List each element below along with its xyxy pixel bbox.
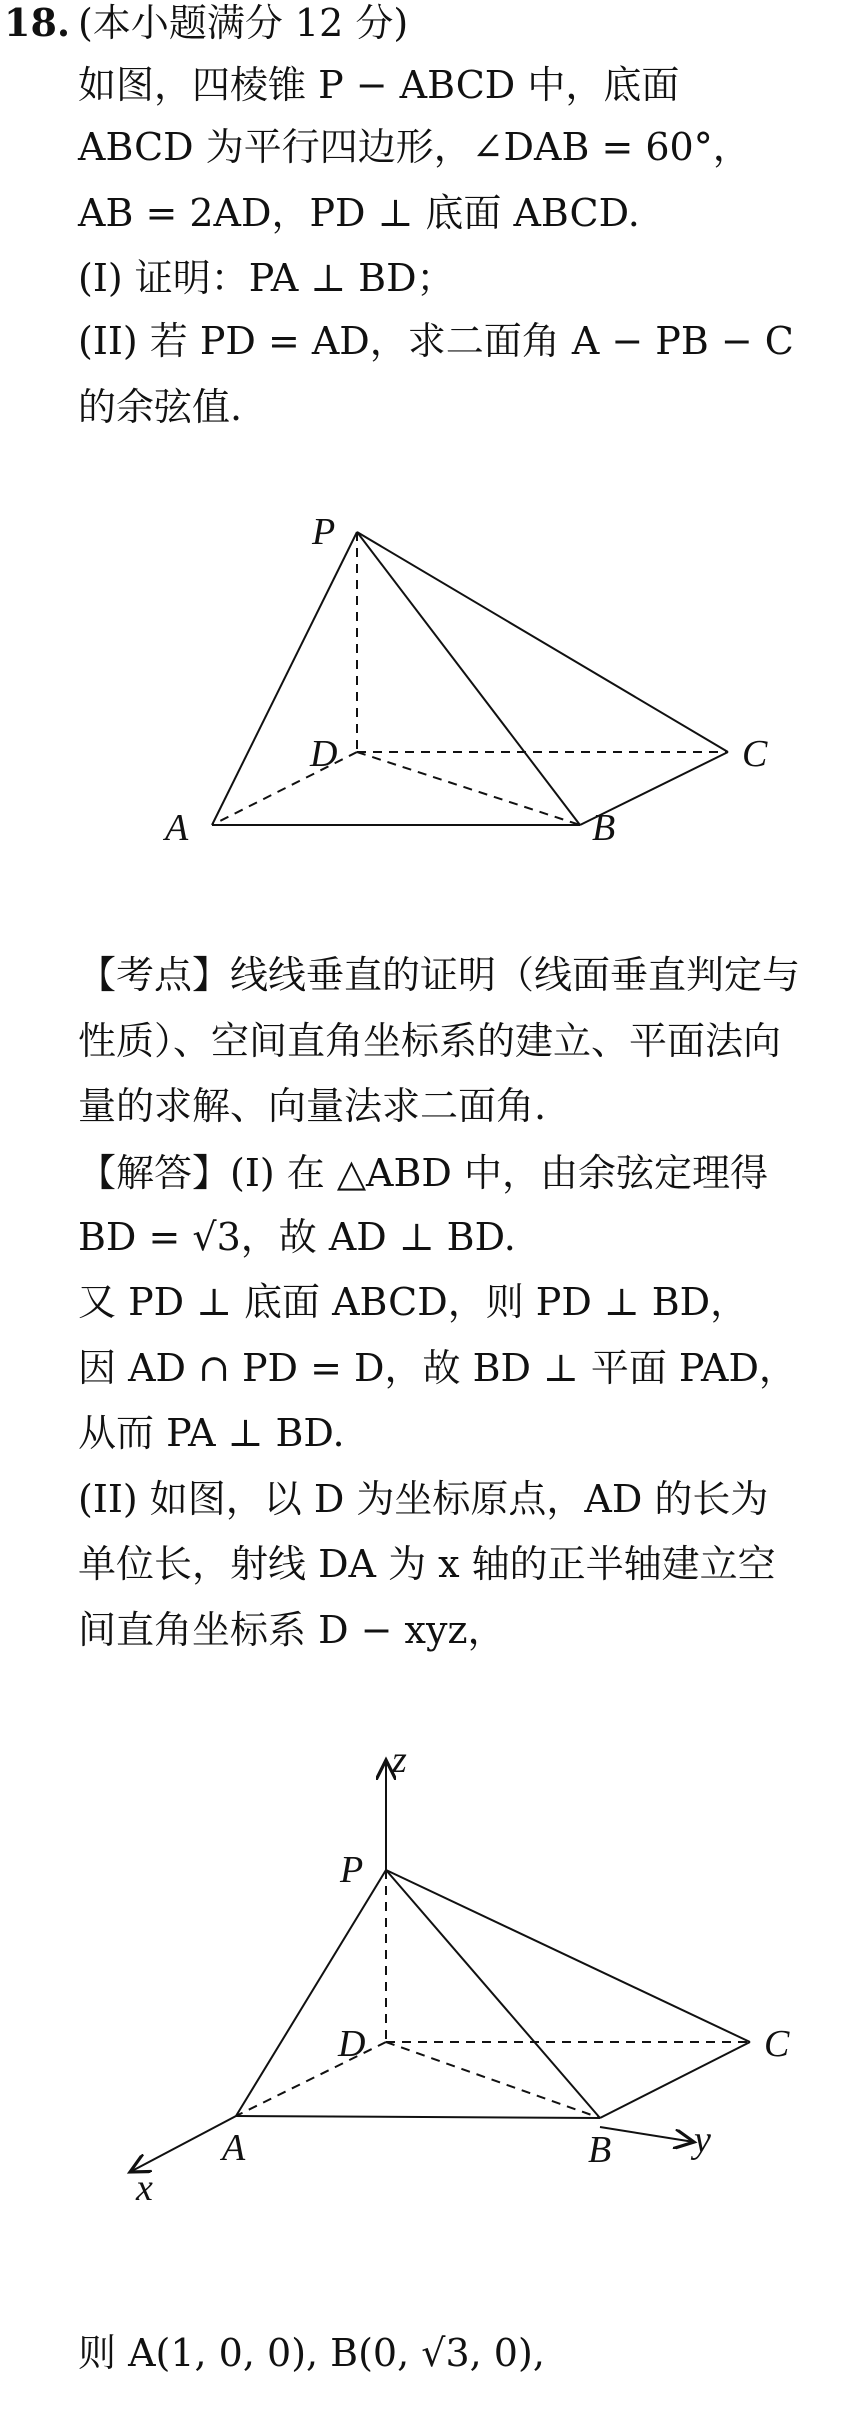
label-A: A: [165, 807, 189, 849]
solution-line-1: 【考点】线线垂直的证明（线面垂直判定与: [78, 953, 801, 997]
edge-PC: [357, 532, 728, 752]
label2-D: D: [338, 2023, 366, 2065]
solution-line-9: (II) 如图，以 D 为坐标原点，AD 的长为: [78, 1477, 769, 1521]
label2-P: P: [340, 1849, 364, 1891]
solution-line-2: 性质）、空间直角坐标系的建立、平面法向: [78, 1019, 782, 1063]
label-B: B: [592, 807, 616, 849]
solution-line-10: 单位长，射线 DA 为 x 轴的正半轴建立空: [78, 1542, 776, 1586]
label-D: D: [310, 733, 338, 775]
label2-x: x: [136, 2167, 153, 2209]
problem-line-1: 如图，四棱锥 P − ABCD 中，底面: [78, 63, 680, 107]
problem-line-3: AB = 2AD，PD ⊥ 底面 ABCD.: [78, 191, 640, 235]
axis-y: [600, 2127, 694, 2142]
edge-DB: [357, 752, 580, 825]
axis-x: [130, 2116, 236, 2172]
problem-line-2: ABCD 为平行四边形，∠DAB = 60°，: [78, 125, 751, 169]
label2-z: z: [392, 1739, 407, 1781]
label-C: C: [742, 733, 768, 775]
label2-C: C: [764, 2023, 790, 2065]
solution-line-7: 因 AD ∩ PD = D，故 BD ⊥ 平面 PAD，: [78, 1346, 797, 1390]
solution-line-6: 又 PD ⊥ 底面 ABCD，则 PD ⊥ BD，: [78, 1280, 749, 1324]
label2-y: y: [694, 2119, 711, 2161]
label2-B: B: [588, 2129, 612, 2171]
problem-line-6: 的余弦值.: [78, 385, 243, 429]
score-note: (本小题满分 12 分): [78, 1, 409, 45]
edge2-AB: [236, 2116, 600, 2118]
edge-PA: [212, 532, 357, 825]
solution-line-4: 【解答】(I) 在 △ABD 中，由余弦定理得: [78, 1151, 768, 1195]
label-P: P: [312, 511, 336, 553]
solution-line-3: 量的求解、向量法求二面角.: [78, 1084, 547, 1128]
pyramid-figure-1: [0, 500, 864, 900]
edge2-PC: [386, 1870, 750, 2042]
problem-number: 18.: [4, 0, 71, 45]
problem-line-4: (I) 证明：PA ⊥ BD；: [78, 256, 455, 300]
edge2-BC: [600, 2042, 750, 2118]
problem-line-5: (II) 若 PD = AD，求二面角 A − PB − C: [78, 319, 794, 363]
label2-A: A: [222, 2127, 246, 2169]
edge-PB: [357, 532, 580, 825]
solution-line-5: BD = √3，故 AD ⊥ BD.: [78, 1215, 516, 1259]
final-line: 则 A(1, 0, 0), B(0, √3, 0),: [78, 2331, 545, 2375]
solution-line-11: 间直角坐标系 D − xyz，: [78, 1608, 506, 1652]
pyramid-figure-2: [0, 1720, 864, 2260]
solution-line-8: 从而 PA ⊥ BD.: [78, 1411, 345, 1455]
